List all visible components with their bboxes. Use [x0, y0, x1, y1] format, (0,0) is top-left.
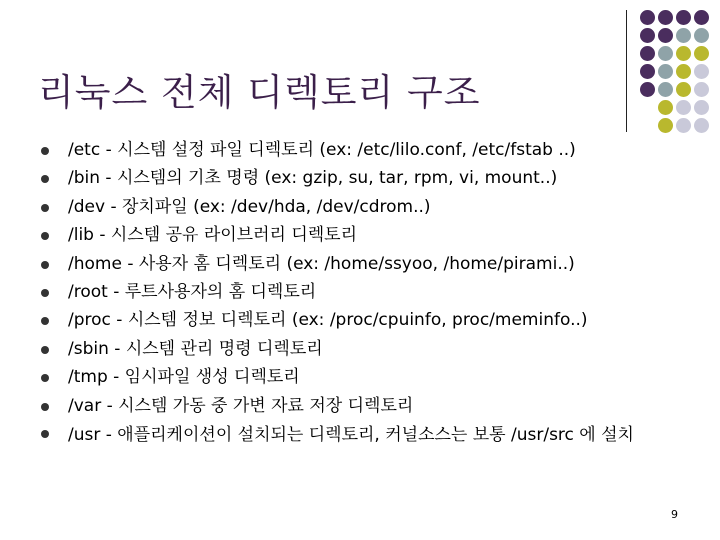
decorative-dot	[676, 64, 691, 79]
decorative-dot	[676, 10, 691, 25]
decorative-dot	[658, 64, 673, 79]
list-item: /usr - 애플리케이션이 설치되는 디렉토리, 커널소스는 보통 /usr/src 에 설치	[36, 420, 676, 446]
decorative-dot	[694, 28, 709, 43]
decorative-dot	[694, 10, 709, 25]
list-item: /proc - 시스템 정보 디렉토리 (ex: /proc/cpuinfo, proc/meminfo..)	[36, 306, 676, 334]
list-item: /sbin - 시스템 관리 명령 디렉토리	[36, 335, 676, 363]
list-item: /etc - 시스템 설정 파일 디렉토리 (ex: /etc/lilo.conf, /etc/fstab ..)	[36, 136, 676, 164]
decorative-dot	[640, 28, 655, 43]
list-item: /tmp - 임시파일 생성 디렉토리	[36, 363, 676, 391]
slide-title: 리눅스 전체 디렉토리 구조	[38, 71, 481, 114]
decorative-dot	[640, 64, 655, 79]
decorative-dot	[658, 82, 673, 97]
decorative-dot	[676, 46, 691, 61]
decorative-dot	[676, 82, 691, 97]
decorative-dot	[676, 118, 691, 133]
decorative-dot	[694, 46, 709, 61]
list-item: /lib - 시스템 공유 라이브러리 디렉토리	[36, 221, 676, 249]
list-item: /var - 시스템 가동 중 가변 자료 저장 디렉토리	[36, 392, 676, 420]
decorative-dot	[658, 100, 673, 115]
decorative-dot	[640, 10, 655, 25]
decorative-dot	[658, 28, 673, 43]
decorative-dot	[694, 100, 709, 115]
title-vertical-rule	[626, 10, 627, 132]
decorative-dot	[640, 82, 655, 97]
list-item: /bin - 시스템의 기초 명령 (ex: gzip, su, tar, rpm, vi, mount..)	[36, 164, 676, 192]
list-item: /dev - 장치파일 (ex: /dev/hda, /dev/cdrom..)	[36, 193, 676, 221]
decorative-dot	[658, 118, 673, 133]
decorative-dot	[658, 10, 673, 25]
list-item: /root - 루트사용자의 홈 디렉토리	[36, 278, 676, 306]
decorative-dot	[676, 100, 691, 115]
decorative-dot	[658, 46, 673, 61]
decorative-dot	[694, 64, 709, 79]
decorative-dot-grid	[636, 6, 720, 136]
decorative-dot	[640, 46, 655, 61]
list-item: /home - 사용자 홈 디렉토리 (ex: /home/ssyoo, /home/pirami..)	[36, 250, 676, 278]
decorative-dot	[694, 118, 709, 133]
page-number: 9	[671, 508, 678, 521]
directory-list	[36, 136, 676, 446]
decorative-dot	[676, 28, 691, 43]
decorative-dot	[694, 82, 709, 97]
